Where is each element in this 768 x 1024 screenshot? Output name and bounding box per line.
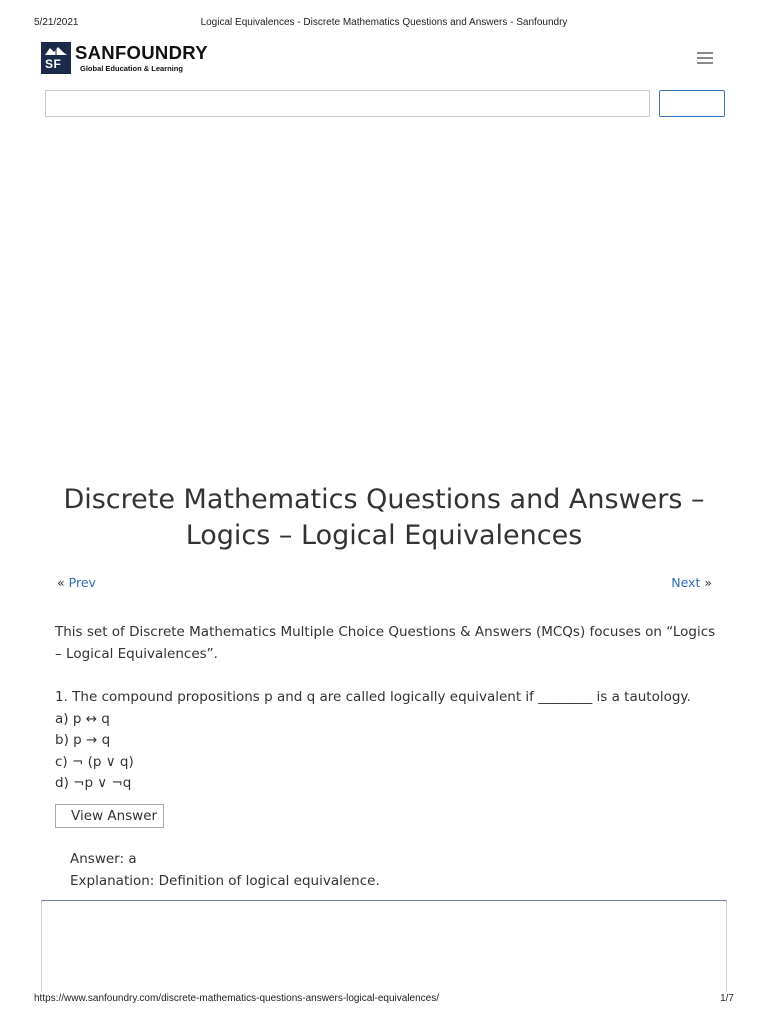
print-url: https://www.sanfoundry.com/discrete-mathematics-questions-answers-logical-equivalences/ xyxy=(34,993,439,1004)
ad-frame xyxy=(41,900,727,992)
page-title: Discrete Mathematics Questions and Answers – Logics – Logical Equivalences xyxy=(63,484,705,551)
next-nav xyxy=(671,575,712,590)
book-icon xyxy=(44,45,68,57)
print-date: 5/21/2021 xyxy=(34,17,79,28)
view-answer-button[interactable]: View Answer xyxy=(55,804,164,828)
print-page-title: Logical Equivalences - Discrete Mathematics Questions and Answers - Sanfoundry xyxy=(200,17,568,28)
option-a: a) p ↔ q xyxy=(55,710,110,727)
option-b: b) p → q xyxy=(55,732,111,748)
logo-badge xyxy=(41,42,71,74)
print-footer xyxy=(0,993,768,1007)
brand-tagline: Global Education & Learning xyxy=(80,64,183,73)
question-block xyxy=(55,687,725,795)
question-text: 1. The compound propositions p and q are called logically equivalent if ________ is a tautology. xyxy=(55,689,691,705)
hamburger-menu-icon[interactable] xyxy=(697,52,713,66)
option-c: c) ¬ (p ∨ q) xyxy=(55,753,134,770)
prev-nav xyxy=(57,575,96,590)
answer-text: Answer: a xyxy=(70,851,137,867)
search-button[interactable] xyxy=(659,90,725,117)
print-page-number: 1/7 xyxy=(720,993,734,1004)
print-header xyxy=(0,17,768,31)
next-link[interactable]: Next xyxy=(671,575,701,590)
explanation-text: Explanation: Definition of logical equivalence. xyxy=(70,872,380,889)
intro-text: This set of Discrete Mathematics Multiple Choice Questions & Answers (MCQs) focuses on “Logics – Logical Equivalences”. xyxy=(55,624,716,662)
double-right-arrow-icon: » xyxy=(704,575,712,590)
answer-block xyxy=(70,849,380,892)
double-left-arrow-icon: « xyxy=(57,575,65,590)
logo-initials: SF xyxy=(45,57,62,71)
option-d: d) ¬p ∨ ¬q xyxy=(55,775,132,791)
search-input[interactable] xyxy=(45,90,650,117)
prev-link[interactable]: Prev xyxy=(68,575,96,590)
brand-name: SANFOUNDRY xyxy=(75,42,208,63)
